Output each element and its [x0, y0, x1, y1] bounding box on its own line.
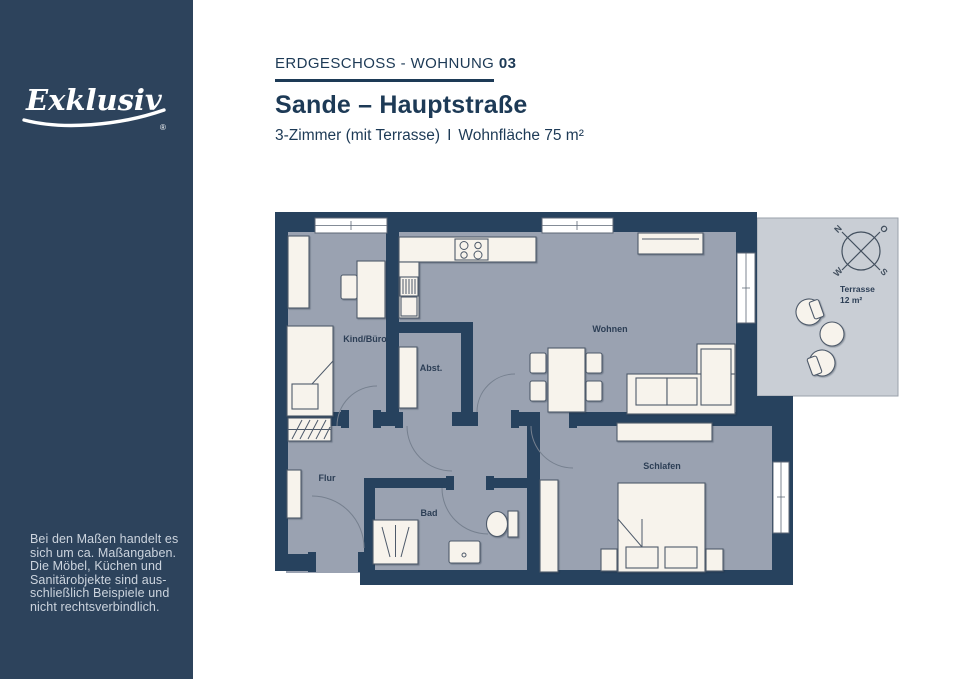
sofa-cushion: [636, 378, 667, 405]
exklusiv-logo: [20, 72, 175, 138]
nightstand: [601, 549, 617, 571]
dining-chair: [530, 353, 546, 373]
living-area-info: Wohnfläche 75 m²: [458, 126, 584, 144]
toilet-bowl: [487, 512, 508, 537]
label-abstellraum: Abst.: [419, 363, 443, 373]
sideboard: [638, 233, 703, 254]
desk: [357, 261, 385, 318]
dresser: [617, 423, 712, 441]
disclaimer-line: sich um ca. Maßangaben.: [30, 545, 177, 560]
pillow: [626, 547, 658, 568]
sidebar: [0, 0, 193, 679]
desk-chair: [341, 275, 357, 299]
floor-label: ERDGESCHOSS - WOHNUNG: [275, 55, 495, 72]
storage-shelf: [399, 347, 417, 408]
window-wohnen: [542, 218, 613, 233]
toilet-tank: [508, 511, 518, 537]
label-flur: Flur: [318, 473, 336, 483]
disclaimer-line: nicht rechtsverbindlich.: [30, 599, 160, 614]
label-bad: Bad: [420, 508, 438, 518]
hall-wardrobe: [287, 470, 301, 518]
disclaimer-line: Bei den Maßen handelt es: [30, 532, 179, 546]
logo-registered-mark: ®: [160, 123, 166, 132]
stove: [455, 239, 488, 260]
apartment-subtitle: [275, 127, 584, 145]
disclaimer-line: Die Möbel, Küchen und: [30, 559, 163, 574]
compass-o: O: [877, 222, 891, 236]
compass-n: N: [832, 223, 844, 235]
disclaimer-line: schließlich Beispiele und: [30, 586, 170, 601]
floor-plan: [275, 205, 905, 590]
washbasin: [449, 541, 480, 563]
pillow: [665, 547, 697, 568]
bed-cushion: [292, 384, 318, 409]
label-kind-buero: Kind/Büro: [343, 334, 387, 344]
window-schlafen: [773, 462, 789, 533]
label-terrasse-area: 12 m²: [840, 295, 863, 305]
compass-s: S: [878, 266, 890, 278]
header-underline: [275, 79, 494, 82]
label-wohnen: Wohnen: [592, 324, 628, 334]
terrace-table: [820, 322, 844, 346]
window-kind-buero: [315, 218, 387, 233]
wardrobe-kind: [288, 236, 309, 308]
dining-chair: [530, 381, 546, 401]
terrace-door: [737, 253, 755, 323]
kitchen-sink: [401, 297, 417, 316]
subtitle-separator: I: [447, 126, 452, 144]
rooms-info: 3-Zimmer (mit Terrasse): [275, 126, 441, 144]
sofa-cushion: [667, 378, 697, 405]
disclaimer-line: Sanitärobjekte sind aus-: [30, 572, 167, 587]
disclaimer-text: [30, 533, 180, 615]
floor-apartment-label: [275, 55, 584, 72]
compass-w: W: [831, 265, 845, 279]
label-schlafen: Schlafen: [643, 461, 681, 471]
dining-chair: [586, 381, 602, 401]
nightstand: [706, 549, 723, 571]
label-terrasse: Terrasse: [840, 284, 875, 294]
bedroom-wardrobe: [540, 480, 558, 572]
logo-text: Exklusiv: [26, 83, 162, 117]
dining-table: [548, 348, 585, 412]
exklusiv-logo-graphic: [20, 72, 175, 138]
apartment-number: 03: [498, 55, 517, 72]
page-title: Sande – Hauptstraße: [275, 90, 528, 119]
sofa-cushion: [701, 349, 731, 405]
page-header: [275, 55, 584, 145]
dining-chair: [586, 353, 602, 373]
